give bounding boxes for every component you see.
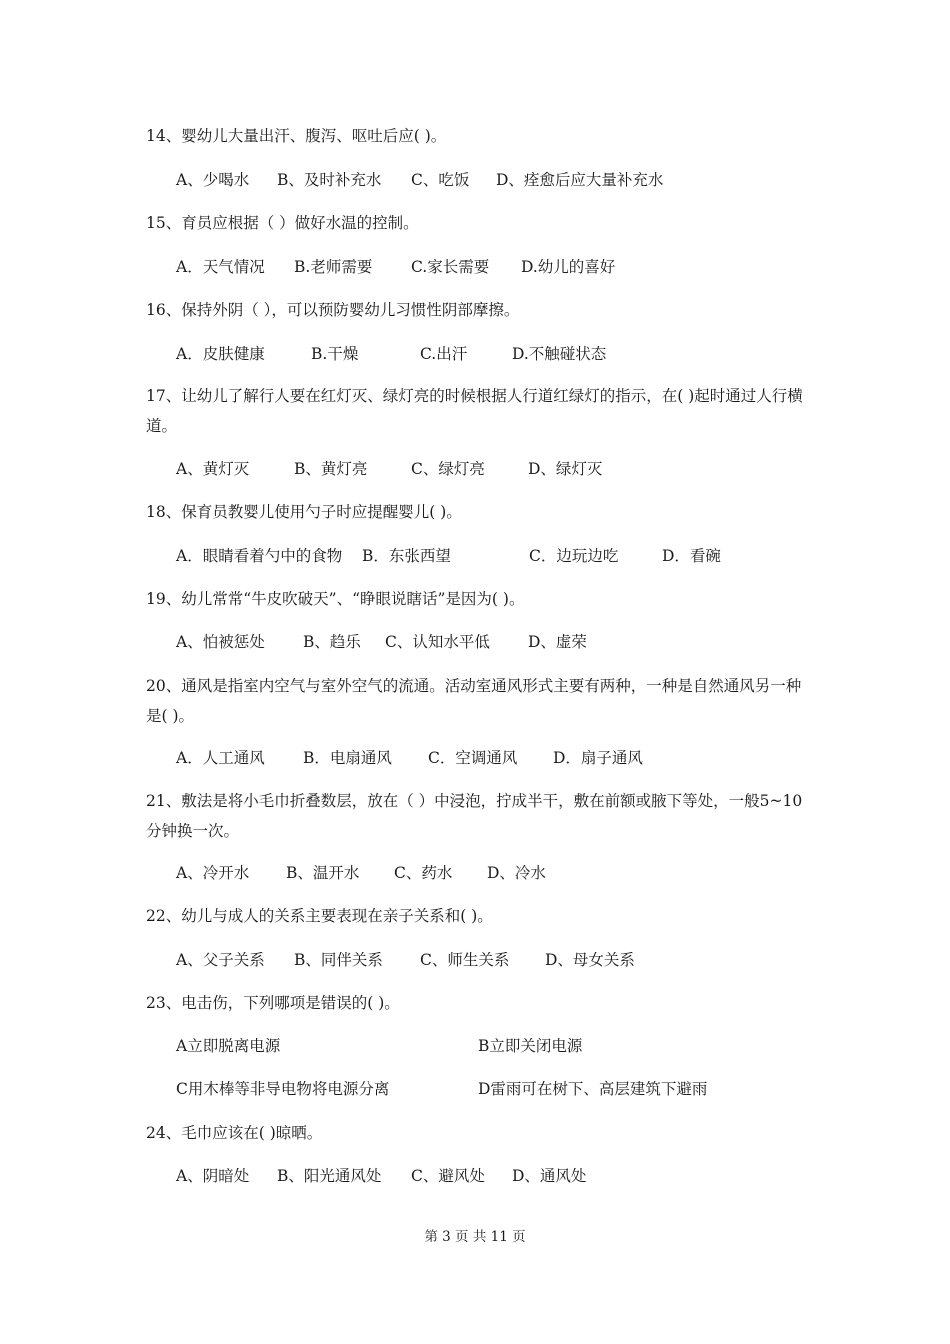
option-17-a: A、黄灯灭 — [176, 460, 250, 478]
option-22-a: A、父子关系 — [176, 951, 265, 969]
option-15-b: B.老师需要 — [294, 258, 373, 276]
option-23-a: A立即脱离电源 — [176, 1037, 281, 1055]
option-23-d: D雷雨可在树下、高层建筑下避雨 — [478, 1080, 708, 1098]
option-22-c: C、师生关系 — [420, 951, 510, 969]
option-20-d: D．扇子通风 — [553, 749, 643, 767]
question-21: 21、敷法是将小毛巾折叠数层，放在（ ）中浸泡，拧成半干，敷在前额或腋下等处，一般5~10分钟换一次。 — [146, 792, 803, 840]
question-20: 20、通风是指室内空气与室外空气的流通。活动室通风形式主要有两种，一种是自然通风另一种是( )。 — [146, 677, 802, 725]
option-15-d: D.幼儿的喜好 — [521, 258, 616, 276]
option-23-b: B立即关闭电源 — [478, 1037, 583, 1055]
option-21-d: D、冷水 — [487, 864, 546, 882]
page-footer: 第 3 页 共 11 页 — [424, 1229, 526, 1245]
question-22: 22、幼儿与成人的关系主要表现在亲子关系和( )。 — [146, 907, 493, 925]
option-17-b: B、黄灯亮 — [294, 460, 368, 478]
option-18-c: C．边玩边吃 — [529, 547, 619, 565]
question-23: 23、电击伤，下列哪项是错误的( )。 — [146, 994, 400, 1012]
option-19-b: B、趋乐 — [303, 633, 361, 651]
option-14-c: C、吃饭 — [411, 171, 470, 189]
option-16-c: C.出汗 — [420, 345, 468, 363]
option-24-b: B、阳光通风处 — [277, 1167, 382, 1185]
option-14-d: D、痊愈后应大量补充水 — [496, 171, 664, 189]
option-24-a: A、阴暗处 — [176, 1167, 250, 1185]
option-18-b: B．东张西望 — [362, 547, 451, 565]
option-18-d: D．看碗 — [662, 547, 721, 565]
option-17-c: C、绿灯亮 — [411, 460, 485, 478]
option-21-b: B、温开水 — [286, 864, 360, 882]
question-17: 17、让幼儿了解行人要在红灯灭、绿灯亮的时候根据人行道红绿灯的指示，在( )起时通过人行横道。 — [146, 387, 803, 435]
option-15-a: A．天气情况 — [176, 258, 265, 276]
option-20-a: A．人工通风 — [176, 749, 265, 767]
question-14: 14、婴幼儿大量出汗、腹泻、呕吐后应( )。 — [146, 127, 447, 145]
option-19-c: C、认知水平低 — [385, 633, 490, 651]
option-24-d: D、通风处 — [512, 1167, 587, 1185]
option-16-b: B.干燥 — [311, 345, 359, 363]
option-14-b: B、及时补充水 — [277, 171, 382, 189]
option-18-a: A．眼睛看着勺中的食物 — [176, 547, 343, 565]
option-14-a: A、少喝水 — [176, 171, 250, 189]
option-21-c: C、药水 — [394, 864, 453, 882]
option-19-d: D、虚荣 — [528, 633, 587, 651]
question-19: 19、幼儿常常“牛皮吹破天”、“睁眼说瞎话”是因为( )。 — [146, 590, 525, 608]
question-18: 18、保育员教婴儿使用勺子时应提醒婴儿( )。 — [146, 503, 462, 521]
option-23-c: C用木棒等非导电物将电源分离 — [176, 1080, 390, 1098]
option-20-c: C．空调通风 — [428, 749, 518, 767]
option-17-d: D、绿灯灭 — [528, 460, 603, 478]
option-22-d: D、母女关系 — [545, 951, 635, 969]
question-15: 15、育员应根据（ ）做好水温的控制。 — [146, 214, 419, 232]
option-22-b: B、同伴关系 — [294, 951, 383, 969]
option-16-d: D.不触碰状态 — [512, 345, 607, 363]
question-16: 16、保持外阴（ ），可以预防婴幼儿习惯性阴部摩擦。 — [146, 301, 520, 319]
option-20-b: B．电扇通风 — [303, 749, 392, 767]
option-16-a: A．皮肤健康 — [176, 345, 265, 363]
option-15-c: C.家长需要 — [411, 258, 490, 276]
option-24-c: C、避风处 — [411, 1167, 485, 1185]
option-21-a: A、冷开水 — [176, 864, 250, 882]
option-19-a: A、怕被惩处 — [176, 633, 265, 651]
question-24: 24、毛巾应该在( )晾晒。 — [146, 1124, 323, 1142]
